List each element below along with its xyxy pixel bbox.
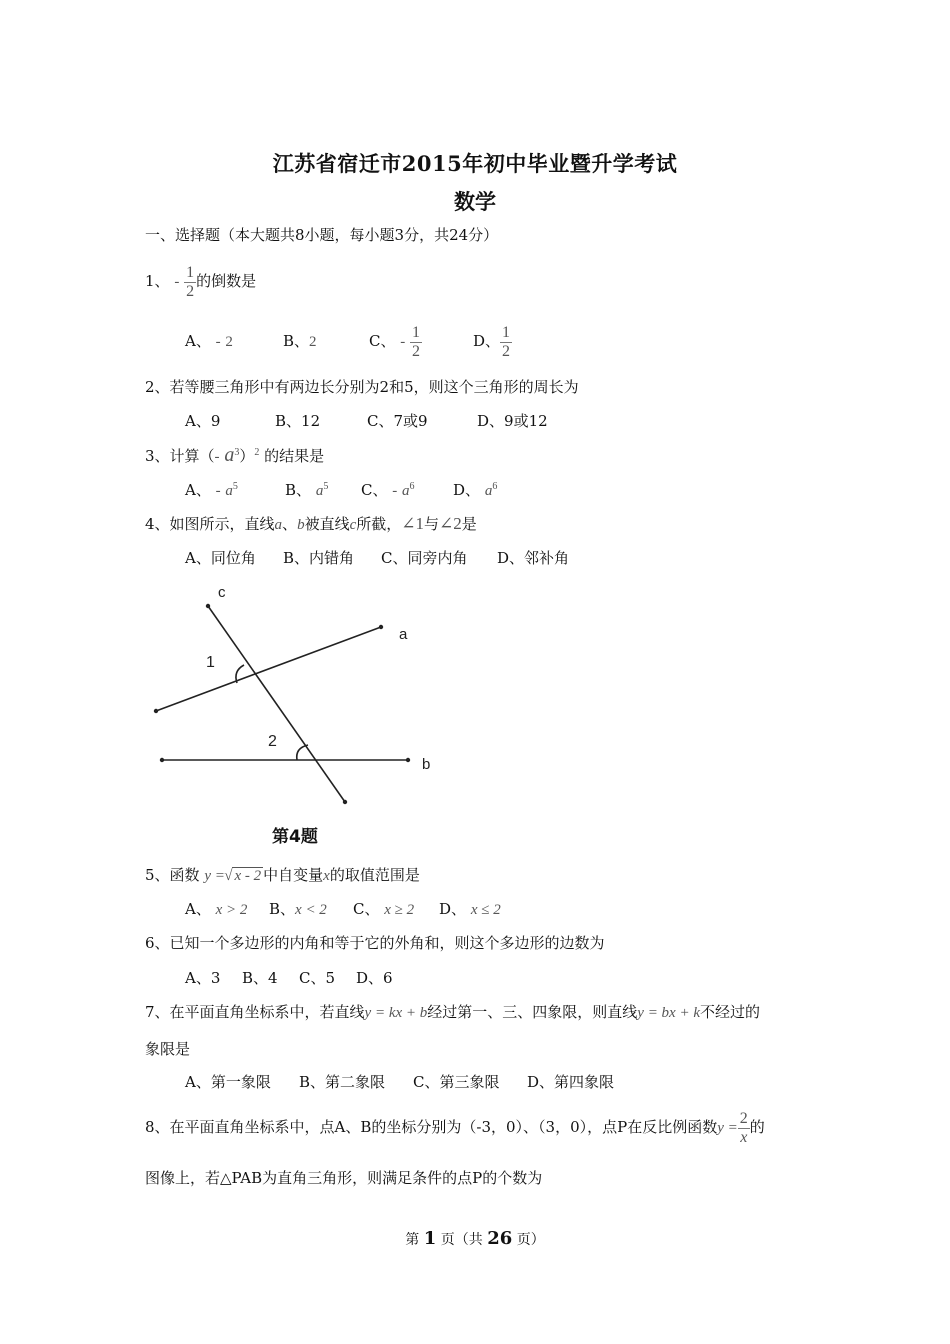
- q4-option-d: D、邻补角: [497, 549, 570, 567]
- q6-option-c: C、5: [299, 969, 336, 987]
- q3-option-a: A、 - $a^5$: [185, 481, 238, 499]
- page-subtitle: 数学: [454, 189, 496, 214]
- q1-option-a: A、 - 2: [185, 332, 233, 350]
- line-a: [156, 627, 381, 711]
- question-7-options: [185, 1072, 614, 1092]
- q3-option-b: B、 $a^5$: [285, 481, 329, 499]
- q7-option-a: A、第一象限: [185, 1073, 271, 1091]
- q6-option-a: A、3: [185, 969, 221, 987]
- question-6: 6、已知一个多边形的内角和等于它的外角和，则这个多边形的边数为: [145, 934, 605, 952]
- q6-option-d: D、6: [356, 969, 393, 987]
- label-a: a: [399, 626, 408, 643]
- label-b: b: [422, 756, 431, 773]
- q2-option-d: D、9或12: [477, 412, 548, 430]
- q4-option-b: B、内错角: [283, 549, 355, 567]
- q1-option-d: D、 $\frac{1}{2}$: [473, 323, 511, 360]
- label-angle-2: 2: [268, 733, 277, 750]
- q3-option-d: D、 $a^6$: [453, 481, 498, 499]
- q1-option-b: B、2: [283, 332, 317, 350]
- question-4: 4、如图所示，直线a、b被直线c所截，∠1与∠2是: [145, 514, 477, 533]
- question-5: 5、函数 y =√ x - 2 中自变量x的取值范围是: [145, 866, 420, 884]
- question-7: 7、在平面直角坐标系中，若直线y = kx + b经过第一、三、四象限，则直线y = bx + k不经过的: [145, 1003, 761, 1021]
- question-7-line2: 象限是: [145, 1040, 191, 1058]
- q1-option-c: C、 - $\frac{1}{2}$: [369, 323, 421, 360]
- section-header: 一、选择题（本大题共8小题，每小题3分，共24分）: [145, 226, 499, 244]
- page-footer: 第 1 页（共 26 页）: [405, 1228, 545, 1249]
- q1-fraction: $\frac{1}{2}$: [186, 263, 195, 300]
- q2-option-a: A、9: [185, 412, 221, 430]
- question-3-options: [185, 480, 497, 501]
- figure-caption: 第4题: [272, 827, 318, 847]
- question-5-options: [185, 899, 501, 920]
- line-c: [208, 606, 345, 802]
- q2-option-b: B、12: [275, 412, 321, 430]
- label-angle-1: 1: [206, 654, 215, 671]
- label-c: c: [218, 584, 226, 601]
- question-1: 1、 - $\frac{1}{2}$ 的倒数是: [145, 263, 257, 300]
- q3-option-c: C、 - $a^6$: [361, 481, 415, 499]
- q4-option-a: A、同位角: [185, 549, 256, 567]
- page-number: 1: [423, 1228, 437, 1249]
- question-3: 3、计算（- $a^3)^2$ 的结果是: [145, 444, 325, 466]
- question-2-options: [185, 411, 548, 431]
- q5-option-b: B、x < 2: [269, 900, 327, 918]
- q7-option-c: C、第三象限: [413, 1073, 500, 1091]
- q4-option-c: C、同旁内角: [381, 549, 468, 567]
- q4-figure: [140, 580, 440, 815]
- question-8-line2: 图像上，若△PAB为直角三角形，则满足条件的点P的个数为: [145, 1169, 543, 1187]
- page-title: 江苏省宿迁市2015年初中毕业暨升学考试: [272, 151, 678, 176]
- q2-option-c: C、7或9: [367, 412, 428, 430]
- question-1-options: [185, 322, 512, 361]
- q7-option-d: D、第四象限: [527, 1073, 615, 1091]
- q5-option-c: C、 x ≥ 2: [353, 900, 415, 918]
- question-6-options: [185, 968, 393, 988]
- question-8: 8、在平面直角坐标系中，点A、B的坐标分别为（-3，0）、（3，0），点P在反比例函数y = $\frac{2}{x}$ 的: [145, 1109, 765, 1146]
- total-pages: 26: [487, 1228, 513, 1249]
- q6-option-b: B、4: [242, 969, 278, 987]
- q5-option-a: A、 x > 2: [185, 900, 248, 918]
- q5-option-d: D、 x ≤ 2: [439, 900, 501, 918]
- question-4-options: [185, 548, 569, 568]
- q7-option-b: B、第二象限: [299, 1073, 386, 1091]
- question-2: 2、若等腰三角形中有两边长分别为2和5，则这个三角形的周长为: [145, 378, 579, 396]
